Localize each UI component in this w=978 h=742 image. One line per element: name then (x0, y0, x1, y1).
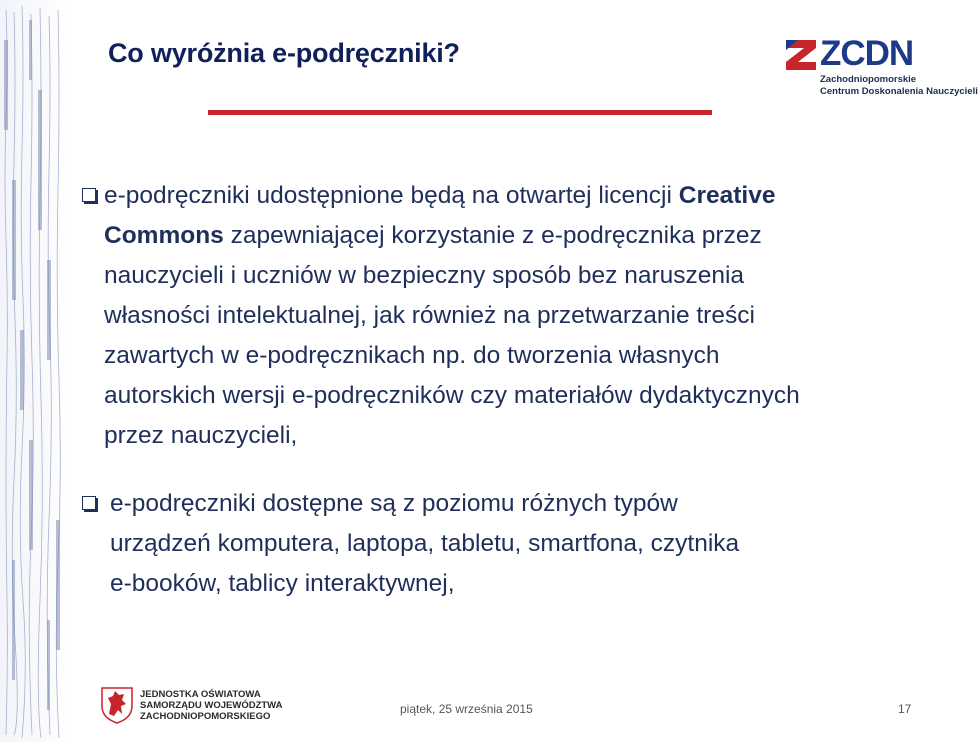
bullet-2-line-3: e-booków, tablicy interaktywnej, (110, 570, 455, 597)
zcdn-logo (784, 34, 978, 102)
logo-line-2: Centrum Doskonalenia Nauczycieli (820, 86, 978, 97)
zcdn-logo-mark-icon (784, 38, 818, 72)
title-underline (208, 110, 712, 115)
bullet-1-line-7: przez nauczycieli, (104, 422, 298, 449)
bullet-1-line-4: własności intelektualnej, jak również na przetwarzanie treści (104, 302, 755, 329)
bullet-1-line-1 (104, 176, 948, 216)
logo-subtitle (820, 74, 978, 98)
bullet-1-line-3: nauczycieli i uczniów w bezpieczny sposób bez naruszenia (104, 262, 745, 289)
slide-title: Co wyróżnia e-podręczniki? (108, 38, 460, 68)
page-number: 17 (898, 702, 912, 716)
logo-line-1: Zachodniopomorskie (820, 74, 917, 85)
bullet-2-line-2: urządzeń komputera, laptopa, tabletu, smartfona, czytnika (110, 530, 740, 557)
handwriting-scribble-icon (0, 0, 70, 742)
bullet-1-lead: e-podręczniki udostępnione będą na otwartej licencji (104, 182, 679, 209)
bullet-1-text (78, 176, 948, 456)
bullet-1-bold-2: Commons (104, 222, 224, 249)
footer-date: piątek, 25 września 2015 (400, 702, 533, 716)
bullet-1-rest: zapewniającej korzystanie z e-podręcznika przez (223, 222, 762, 249)
bullet-1-line-6: autorskich wersji e-podręczników czy materiałów dydaktycznych (104, 382, 800, 409)
footer-org-line-2: SAMORZĄDU WOJEWÓDZTWA (140, 700, 283, 711)
griffin-crest-icon (100, 686, 134, 724)
bullet-1 (78, 176, 948, 456)
footer-org-line-1: JEDNOSTKA OŚWIATOWA (140, 689, 261, 700)
bullet-2-line-1: e-podręczniki dostępne są z poziomu różnych typów (110, 490, 678, 517)
footer-organization-logo (100, 686, 283, 724)
checkbox-bullet-icon (82, 496, 96, 510)
footer-org-line-3: ZACHODNIOPOMORSKIEGO (140, 711, 271, 722)
handwriting-decoration (0, 0, 70, 742)
bullet-2 (78, 484, 898, 604)
bullet-1-line-2 (104, 216, 948, 256)
logo-brand: ZCDN (820, 34, 914, 73)
bullet-1-bold: Creative (678, 182, 776, 209)
bullet-1-line-5: zawartych w e-podręcznikach np. do tworzenia własnych (104, 342, 720, 369)
footer-org-text (140, 689, 283, 722)
checkbox-bullet-icon (82, 188, 96, 202)
